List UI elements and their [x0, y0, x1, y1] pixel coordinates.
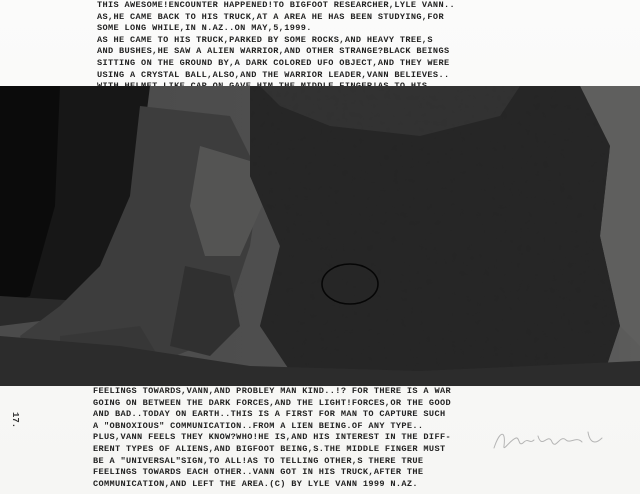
text-line: COMMUNICATION,AND LEFT THE AREA.(C) BY LYLE VANN 1999 N.AZ.: [93, 478, 418, 489]
text-line: SOME LONG WHILE,IN N.AZ..ON MAY,5,1999.: [97, 23, 312, 34]
text-line: USING A CRYSTAL BALL,ALSO,AND THE WARRIOR LEADER,VANN BELIEVES..: [97, 69, 450, 80]
text-line: PLUS,VANN FEELS THEY KNOW?WHO!HE IS,AND HIS INTEREST IN THE DIFF-: [93, 432, 451, 443]
text-line: AND BAD..TODAY ON EARTH..THIS IS A FIRST FOR MAN TO CAPTURE SUCH: [93, 409, 446, 420]
handwritten-signature: [490, 420, 610, 460]
text-line: AND BUSHES,HE SAW A ALIEN WARRIOR,AND OTHER STRANGE?BLACK BEINGS: [97, 46, 450, 57]
top-paragraph: [97, 0, 455, 93]
text-line: SITTING ON THE GROUND BY,A DARK COLORED UFO OBJECT,AND THEY WERE: [97, 57, 450, 68]
text-line: AS,HE CAME BACK TO HIS TRUCK,AT A AREA HE HAS BEEN STUDYING,FOR: [97, 11, 444, 22]
text-line: FEELINGS TOWARDS,VANN,AND PROBLEY MAN KIND..!? FOR THERE IS A WAR: [93, 386, 451, 396]
text-line: A "OBNOXIOUS" COMMUNICATION..FROM A LIEN BEING.OF ANY TYPE..: [93, 420, 424, 431]
text-line: FEELINGS TOWARDS EACH OTHER..VANN GOT IN HIS TRUCK,AFTER THE: [93, 467, 424, 478]
text-line: AS HE CAME TO HIS TRUCK,PARKED BY SOME ROCKS,AND HEAVY TREE,S: [97, 34, 433, 45]
encounter-photo: [0, 86, 640, 386]
text-line: ERENT TYPES OF ALIENS,AND BIGFOOT BEING,S.THE MIDDLE FINGER MUST: [93, 443, 446, 454]
text-line: GOING ON BETWEEN THE DARK FORCES,AND THE LIGHT!FORCES,OR THE GOOD: [93, 397, 451, 408]
page-number: 17.: [10, 412, 20, 429]
bottom-paragraph: [93, 386, 451, 490]
text-line: THIS AWESOME!ENCOUNTER HAPPENED!TO BIGFOOT RESEARCHER,LYLE VANN..: [97, 0, 455, 10]
text-line: BE A "UNIVERSAL"SIGN,TO ALL!AS TO TELLING OTHER,S THERE TRUE: [93, 455, 424, 466]
